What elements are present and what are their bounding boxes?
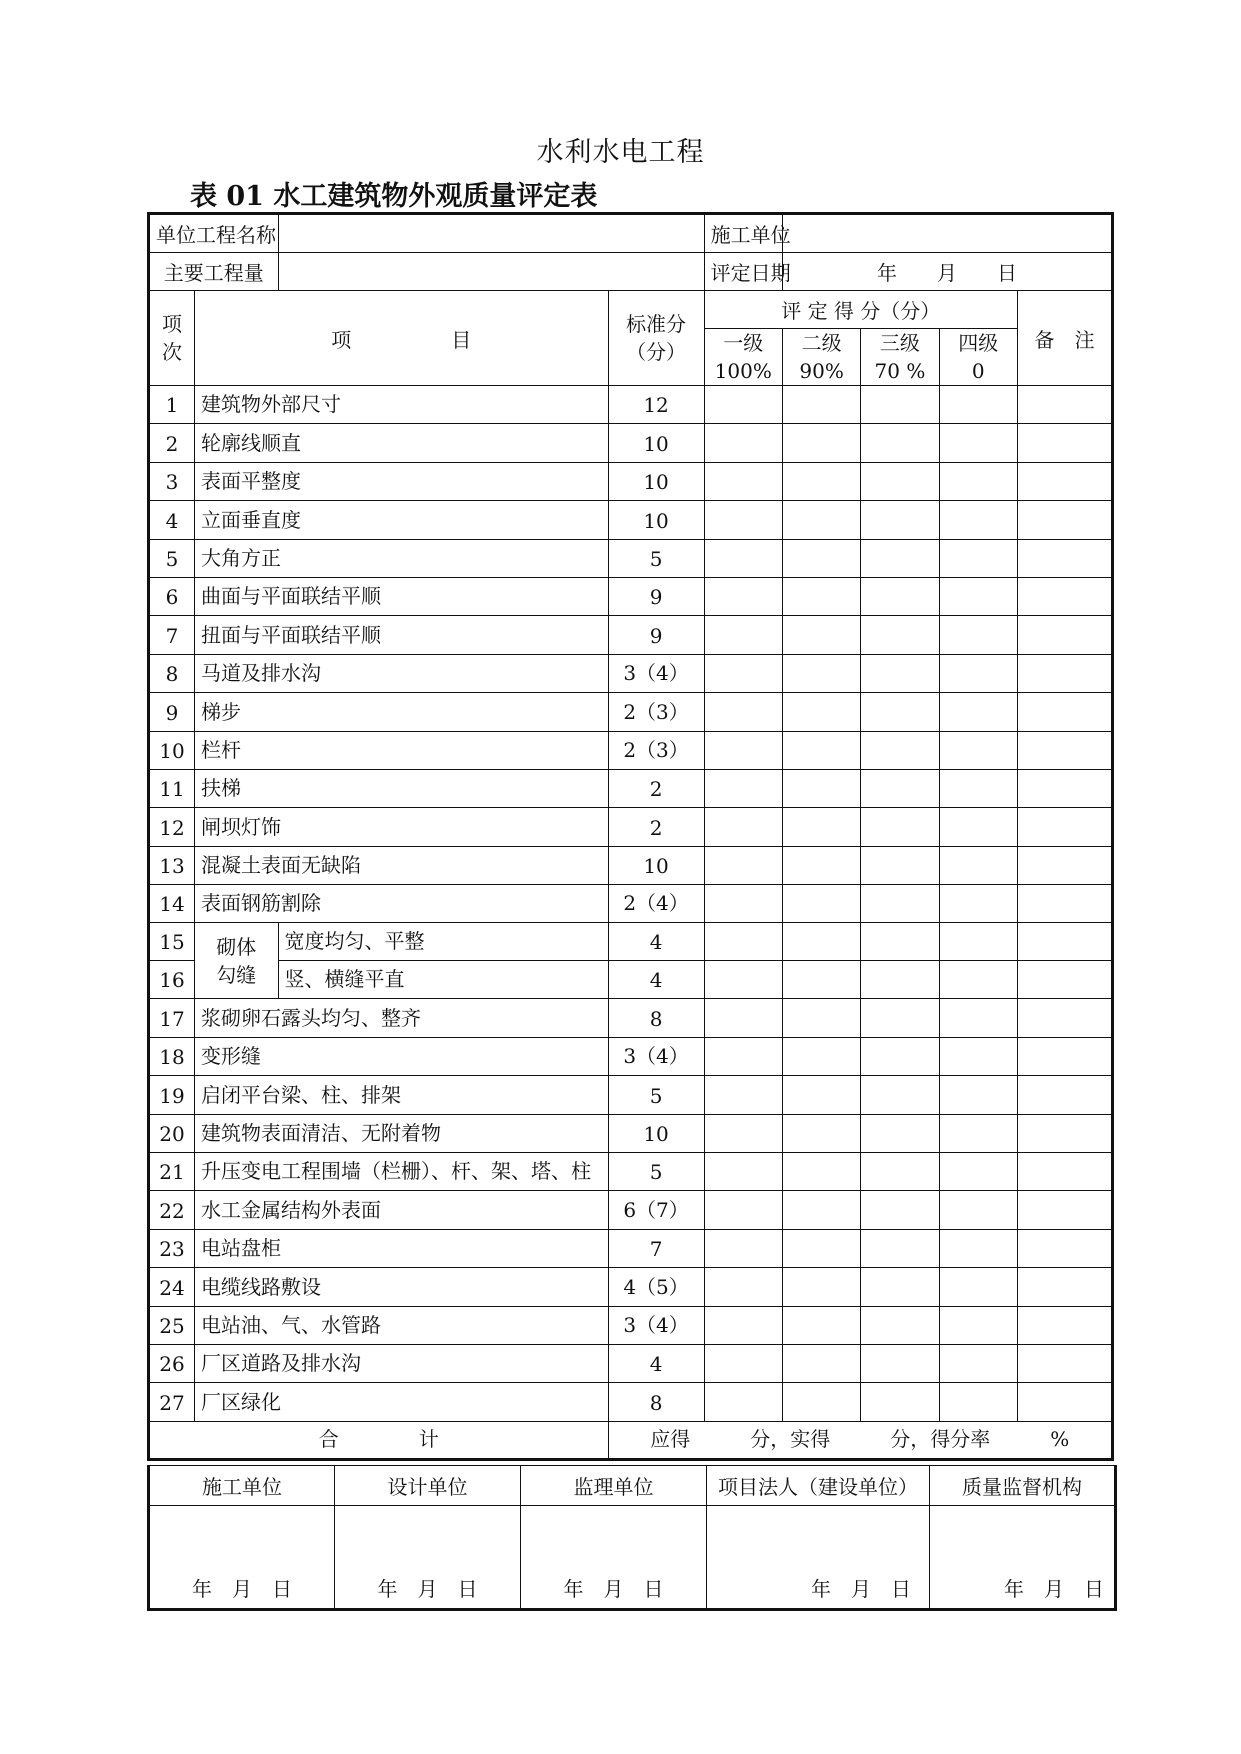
signature-date-row	[149, 1506, 1116, 1610]
row-no: 16	[149, 961, 195, 999]
grade2-cell[interactable]	[782, 885, 860, 923]
remarks-cell[interactable]	[1017, 846, 1112, 884]
eval-date-label: 评定日期	[704, 253, 782, 291]
table-row	[149, 731, 1113, 769]
grade2-cell[interactable]	[782, 1114, 860, 1152]
row-no: 26	[149, 1344, 195, 1382]
grade4-cell[interactable]	[939, 1153, 1017, 1191]
row-no: 23	[149, 1229, 195, 1267]
grade2-cell[interactable]	[782, 846, 860, 884]
masonry-group-bottom: 勾缝	[216, 962, 257, 987]
index-header	[149, 291, 195, 386]
row-no: 4	[149, 501, 195, 539]
row-no: 21	[149, 1153, 195, 1191]
row-score: 4	[608, 961, 704, 999]
sig-date-contractor[interactable]: 年 月 日	[149, 1506, 335, 1610]
row-score: 3（4）	[608, 1306, 704, 1344]
remarks-cell[interactable]	[1017, 424, 1112, 462]
grade1-cell[interactable]	[704, 577, 782, 615]
grade2-cell[interactable]	[782, 654, 860, 692]
grade2-cell[interactable]	[782, 769, 860, 807]
grade2-cell[interactable]	[782, 808, 860, 846]
row-no: 15	[149, 923, 195, 961]
row-no: 10	[149, 731, 195, 769]
row-item: 升压变电工程围墙（栏栅）、杆、架、塔、柱	[194, 1153, 608, 1191]
grade4-cell[interactable]	[939, 577, 1017, 615]
row-item: 马道及排水沟	[194, 654, 608, 692]
grade3-cell[interactable]	[861, 999, 939, 1037]
table-row	[149, 769, 1113, 807]
table-row	[149, 1037, 1113, 1075]
row-item: 建筑物表面清洁、无附着物	[194, 1114, 608, 1152]
grade1-cell[interactable]	[704, 539, 782, 577]
table-row	[149, 539, 1113, 577]
contractor-label: 施工单位	[704, 214, 782, 253]
grade2-label: 二级	[801, 331, 842, 355]
sig-date-quality-supervision[interactable]: 年 月 日	[930, 1506, 1116, 1610]
signature-table	[147, 1465, 1117, 1611]
grade4-pct: 0	[971, 359, 985, 383]
row-item: 水工金属结构外表面	[194, 1191, 608, 1229]
grade2-pct: 90%	[799, 359, 844, 383]
grade3-cell[interactable]	[861, 846, 939, 884]
grade3-header	[861, 329, 939, 386]
grade1-cell[interactable]	[704, 1344, 782, 1382]
grade2-cell[interactable]	[782, 501, 860, 539]
row-item: 建筑物外部尺寸	[194, 386, 608, 424]
remarks-cell[interactable]	[1017, 654, 1112, 692]
grade3-cell[interactable]	[861, 1229, 939, 1267]
row-score: 4	[608, 1344, 704, 1382]
grade3-cell[interactable]	[861, 1114, 939, 1152]
row-item: 扭面与平面联结平顺	[194, 616, 608, 654]
table-row	[149, 961, 1113, 999]
remarks-cell[interactable]	[1017, 693, 1112, 731]
row-score: 12	[608, 386, 704, 424]
row-item: 梯步	[194, 693, 608, 731]
grade4-cell[interactable]	[939, 386, 1017, 424]
row-item: 电站盘柜	[194, 1229, 608, 1267]
remarks-cell[interactable]	[1017, 1114, 1112, 1152]
total-label: 合 计	[149, 1421, 609, 1459]
grade1-cell[interactable]	[704, 616, 782, 654]
grade4-cell[interactable]	[939, 1191, 1017, 1229]
quality-evaluation-table	[147, 212, 1114, 1461]
remarks-cell[interactable]	[1017, 1076, 1112, 1114]
table-row	[149, 1191, 1113, 1229]
row-no: 27	[149, 1383, 195, 1421]
grade3-cell[interactable]	[861, 885, 939, 923]
document-title: 表 01 水工建筑物外观质量评定表	[190, 181, 598, 212]
row-score: 2	[608, 808, 704, 846]
grade3-cell[interactable]	[861, 577, 939, 615]
grade3-cell[interactable]	[861, 1306, 939, 1344]
table-row	[149, 1153, 1113, 1191]
table-row	[149, 1344, 1113, 1382]
eval-score-header: 评 定 得 分（分）	[704, 291, 1017, 329]
row-item: 启闭平台梁、柱、排架	[194, 1076, 608, 1114]
header-row-1	[149, 291, 1113, 329]
grade3-cell[interactable]	[861, 1037, 939, 1075]
total-row	[149, 1421, 1113, 1459]
table-row	[149, 654, 1113, 692]
index-header-top: 项	[161, 312, 182, 336]
grade2-cell[interactable]	[782, 1153, 860, 1191]
remarks-cell[interactable]	[1017, 1153, 1112, 1191]
row-item: 竖、横缝平直	[278, 961, 608, 999]
grade1-cell[interactable]	[704, 1306, 782, 1344]
row-score: 8	[608, 1383, 704, 1421]
grade1-cell[interactable]	[704, 961, 782, 999]
row-score: 2（3）	[608, 693, 704, 731]
grade4-cell[interactable]	[939, 999, 1017, 1037]
table-row	[149, 1306, 1113, 1344]
grade1-cell[interactable]	[704, 885, 782, 923]
row-no: 14	[149, 885, 195, 923]
grade3-cell[interactable]	[861, 1191, 939, 1229]
grade4-cell[interactable]	[939, 1076, 1017, 1114]
grade2-header	[782, 329, 860, 386]
grade1-cell[interactable]	[704, 1191, 782, 1229]
std-score-header	[608, 291, 704, 386]
grade2-cell[interactable]	[782, 577, 860, 615]
row-score: 10	[608, 501, 704, 539]
grade4-cell[interactable]	[939, 424, 1017, 462]
row-item: 闸坝灯饰	[194, 808, 608, 846]
contractor-value[interactable]	[782, 214, 1112, 253]
grade4-cell[interactable]	[939, 1268, 1017, 1306]
sig-label-designer: 设计单位	[335, 1466, 521, 1506]
grade2-cell[interactable]	[782, 424, 860, 462]
eval-date-value[interactable]: 年 月 日	[782, 253, 1112, 291]
row-score: 3（4）	[608, 1037, 704, 1075]
remarks-cell[interactable]	[1017, 1306, 1112, 1344]
grade3-cell[interactable]	[861, 693, 939, 731]
row-no: 9	[149, 693, 195, 731]
row-item: 电缆线路敷设	[194, 1268, 608, 1306]
grade1-cell[interactable]	[704, 654, 782, 692]
table-row	[149, 1229, 1113, 1267]
grade3-cell[interactable]	[861, 1383, 939, 1421]
grade2-cell[interactable]	[782, 923, 860, 961]
grade3-cell[interactable]	[861, 539, 939, 577]
grade1-cell[interactable]	[704, 769, 782, 807]
signature-header-row	[149, 1466, 1116, 1506]
remarks-cell[interactable]	[1017, 462, 1112, 500]
index-header-bottom: 次	[161, 340, 182, 364]
grade4-cell[interactable]	[939, 1306, 1017, 1344]
grade2-cell[interactable]	[782, 539, 860, 577]
row-item: 宽度均匀、平整	[278, 923, 608, 961]
remarks-cell[interactable]	[1017, 923, 1112, 961]
row-item: 浆砌卵石露头均匀、整齐	[194, 999, 608, 1037]
table-row	[149, 846, 1113, 884]
row-score: 10	[608, 846, 704, 884]
table-row	[149, 462, 1113, 500]
grade4-cell[interactable]	[939, 731, 1017, 769]
grade3-cell[interactable]	[861, 654, 939, 692]
remarks-cell[interactable]	[1017, 1191, 1112, 1229]
grade4-cell[interactable]	[939, 693, 1017, 731]
table-row	[149, 616, 1113, 654]
row-no: 2	[149, 424, 195, 462]
remarks-cell[interactable]	[1017, 731, 1112, 769]
row-item: 变形缝	[194, 1037, 608, 1075]
row-no: 20	[149, 1114, 195, 1152]
remarks-cell[interactable]	[1017, 1229, 1112, 1267]
grade2-cell[interactable]	[782, 386, 860, 424]
grade4-cell[interactable]	[939, 1114, 1017, 1152]
table-row	[149, 999, 1113, 1037]
row-item: 曲面与平面联结平顺	[194, 577, 608, 615]
grade1-cell[interactable]	[704, 1268, 782, 1306]
grade1-cell[interactable]	[704, 501, 782, 539]
total-text: 应得 分，实得 分，得分率 %	[608, 1421, 1112, 1459]
row-score: 9	[608, 616, 704, 654]
grade2-cell[interactable]	[782, 1037, 860, 1075]
grade3-cell[interactable]	[861, 462, 939, 500]
masonry-group-top: 砌体	[216, 934, 257, 959]
row-item: 厂区道路及排水沟	[194, 1344, 608, 1382]
grade4-cell[interactable]	[939, 961, 1017, 999]
remarks-cell[interactable]	[1017, 386, 1112, 424]
grade2-cell[interactable]	[782, 731, 860, 769]
row-item: 表面钢筋割除	[194, 885, 608, 923]
grade1-cell[interactable]	[704, 1037, 782, 1075]
remarks-cell[interactable]	[1017, 616, 1112, 654]
grade1-cell[interactable]	[704, 923, 782, 961]
grade1-cell[interactable]	[704, 1076, 782, 1114]
table-row	[149, 1114, 1113, 1152]
row-item: 轮廓线顺直	[194, 424, 608, 462]
table-row	[149, 693, 1113, 731]
remarks-header: 备 注	[1017, 291, 1112, 386]
grade2-cell[interactable]	[782, 1306, 860, 1344]
info-row-2	[149, 253, 1113, 291]
row-score: 2（4）	[608, 885, 704, 923]
grade2-cell[interactable]	[782, 999, 860, 1037]
grade1-cell[interactable]	[704, 1383, 782, 1421]
row-item: 表面平整度	[194, 462, 608, 500]
sig-date-owner[interactable]: 年 月 日	[707, 1506, 930, 1610]
grade3-label: 三级	[879, 331, 920, 355]
table-row	[149, 885, 1113, 923]
item-header: 项 目	[194, 291, 608, 386]
grade3-cell[interactable]	[861, 961, 939, 999]
row-score: 5	[608, 539, 704, 577]
remarks-cell[interactable]	[1017, 808, 1112, 846]
sig-label-quality-supervision: 质量监督机构	[930, 1466, 1116, 1506]
grade4-cell[interactable]	[939, 885, 1017, 923]
row-no: 7	[149, 616, 195, 654]
grade1-cell[interactable]	[704, 1229, 782, 1267]
grade2-cell[interactable]	[782, 1268, 860, 1306]
grade1-cell[interactable]	[704, 386, 782, 424]
grade4-header	[939, 329, 1017, 386]
row-score: 4	[608, 923, 704, 961]
grade1-header	[704, 329, 782, 386]
unit-project-label: 单位工程名称	[149, 214, 279, 253]
sig-label-contractor: 施工单位	[149, 1466, 335, 1506]
remarks-cell[interactable]	[1017, 999, 1112, 1037]
row-score: 3（4）	[608, 654, 704, 692]
grade1-cell[interactable]	[704, 731, 782, 769]
remarks-cell[interactable]	[1017, 577, 1112, 615]
remarks-cell[interactable]	[1017, 1268, 1112, 1306]
row-no: 1	[149, 386, 195, 424]
row-item: 电站油、气、水管路	[194, 1306, 608, 1344]
table-row	[149, 424, 1113, 462]
sig-date-designer[interactable]: 年 月 日	[335, 1506, 521, 1610]
row-score: 10	[608, 462, 704, 500]
row-score: 7	[608, 1229, 704, 1267]
grade3-cell[interactable]	[861, 923, 939, 961]
sig-label-supervisor: 监理单位	[521, 1466, 707, 1506]
grade1-cell[interactable]	[704, 1114, 782, 1152]
row-no: 12	[149, 808, 195, 846]
row-no: 5	[149, 539, 195, 577]
grade4-cell[interactable]	[939, 501, 1017, 539]
sig-label-owner: 项目法人（建设单位）	[707, 1466, 930, 1506]
grade4-cell[interactable]	[939, 1383, 1017, 1421]
grade4-cell[interactable]	[939, 616, 1017, 654]
grade3-cell[interactable]	[861, 1268, 939, 1306]
grade3-cell[interactable]	[861, 616, 939, 654]
grade3-cell[interactable]	[861, 1344, 939, 1382]
main-quantity-value[interactable]	[278, 253, 704, 291]
grade3-cell[interactable]	[861, 1153, 939, 1191]
grade3-cell[interactable]	[861, 386, 939, 424]
row-item: 混凝土表面无缺陷	[194, 846, 608, 884]
grade3-cell[interactable]	[861, 731, 939, 769]
item-rows-b	[149, 999, 1113, 1421]
row-no: 6	[149, 577, 195, 615]
grade4-cell[interactable]	[939, 462, 1017, 500]
row-item: 栏杆	[194, 731, 608, 769]
grade1-cell[interactable]	[704, 462, 782, 500]
item-rows-a	[149, 386, 1113, 923]
grade2-cell[interactable]	[782, 693, 860, 731]
std-score-header-top: 标准分	[626, 312, 687, 336]
remarks-cell[interactable]	[1017, 1344, 1112, 1382]
grade1-label: 一级	[723, 331, 764, 355]
remarks-cell[interactable]	[1017, 1037, 1112, 1075]
grade3-cell[interactable]	[861, 501, 939, 539]
row-no: 18	[149, 1037, 195, 1075]
table-row	[149, 386, 1113, 424]
grade3-cell[interactable]	[861, 1076, 939, 1114]
remarks-cell[interactable]	[1017, 501, 1112, 539]
row-no: 11	[149, 769, 195, 807]
grade1-cell[interactable]	[704, 808, 782, 846]
grade2-cell[interactable]	[782, 1344, 860, 1382]
row-score: 8	[608, 999, 704, 1037]
row-item: 扶梯	[194, 769, 608, 807]
row-no: 19	[149, 1076, 195, 1114]
grade1-cell[interactable]	[704, 693, 782, 731]
row-score: 4（5）	[608, 1268, 704, 1306]
row-item: 大角方正	[194, 539, 608, 577]
document-header: 水利水电工程	[536, 137, 705, 168]
remarks-cell[interactable]	[1017, 885, 1112, 923]
row-score: 6（7）	[608, 1191, 704, 1229]
remarks-cell[interactable]	[1017, 961, 1112, 999]
row-no: 24	[149, 1268, 195, 1306]
row-no: 22	[149, 1191, 195, 1229]
table-row	[149, 1076, 1113, 1114]
grade4-label: 四级	[958, 331, 999, 355]
grade1-cell[interactable]	[704, 846, 782, 884]
table-row	[149, 501, 1113, 539]
grade2-cell[interactable]	[782, 1383, 860, 1421]
grade4-cell[interactable]	[939, 923, 1017, 961]
grade4-cell[interactable]	[939, 808, 1017, 846]
row-score: 10	[608, 1114, 704, 1152]
row-item: 立面垂直度	[194, 501, 608, 539]
grade2-cell[interactable]	[782, 1076, 860, 1114]
row-score: 9	[608, 577, 704, 615]
row-no: 13	[149, 846, 195, 884]
row-score: 10	[608, 424, 704, 462]
row-no: 8	[149, 654, 195, 692]
grade2-cell[interactable]	[782, 1191, 860, 1229]
grade1-cell[interactable]	[704, 1153, 782, 1191]
table-row	[149, 1268, 1113, 1306]
unit-project-value[interactable]	[278, 214, 704, 253]
grade3-cell[interactable]	[861, 424, 939, 462]
masonry-group-label	[194, 923, 278, 999]
table-row	[149, 1383, 1113, 1421]
sig-date-supervisor[interactable]: 年 月 日	[521, 1506, 707, 1610]
remarks-cell[interactable]	[1017, 1383, 1112, 1421]
remarks-cell[interactable]	[1017, 769, 1112, 807]
grade2-cell[interactable]	[782, 462, 860, 500]
row-no: 3	[149, 462, 195, 500]
grade4-cell[interactable]	[939, 539, 1017, 577]
grade4-cell[interactable]	[939, 1037, 1017, 1075]
row-no: 25	[149, 1306, 195, 1344]
grade4-cell[interactable]	[939, 654, 1017, 692]
grade1-cell[interactable]	[704, 999, 782, 1037]
row-score: 5	[608, 1076, 704, 1114]
grade3-cell[interactable]	[861, 808, 939, 846]
row-score: 2（3）	[608, 731, 704, 769]
row-no: 17	[149, 999, 195, 1037]
table-row	[149, 923, 1113, 961]
grade2-cell[interactable]	[782, 1229, 860, 1267]
grade3-cell[interactable]	[861, 769, 939, 807]
grade4-cell[interactable]	[939, 1344, 1017, 1382]
grade2-cell[interactable]	[782, 616, 860, 654]
grade2-cell[interactable]	[782, 961, 860, 999]
remarks-cell[interactable]	[1017, 539, 1112, 577]
grade3-pct: 70 %	[874, 359, 926, 383]
std-score-header-bottom: （分）	[626, 340, 687, 364]
row-item: 厂区绿化	[194, 1383, 608, 1421]
grade4-cell[interactable]	[939, 1229, 1017, 1267]
table-row	[149, 577, 1113, 615]
grade1-pct: 100%	[714, 359, 772, 383]
grade4-cell[interactable]	[939, 846, 1017, 884]
main-quantity-label: 主要工程量	[149, 253, 279, 291]
row-score: 5	[608, 1153, 704, 1191]
row-score: 2	[608, 769, 704, 807]
grade4-cell[interactable]	[939, 769, 1017, 807]
grade1-cell[interactable]	[704, 424, 782, 462]
table-row	[149, 808, 1113, 846]
info-row-1	[149, 214, 1113, 253]
